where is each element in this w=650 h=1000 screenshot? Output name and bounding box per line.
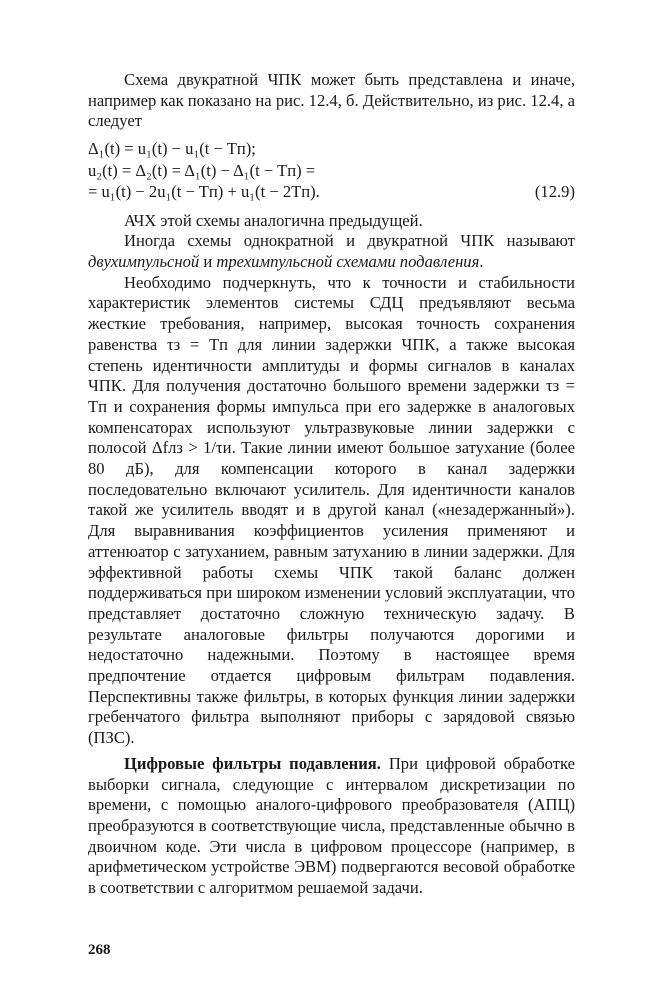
paragraph-frequency-response: АЧХ этой схемы аналогична предыдущей. <box>124 210 423 230</box>
paragraph-naming <box>88 231 575 272</box>
equation-number: (12.9) <box>534 182 575 202</box>
naming-text-mid: и <box>199 252 217 272</box>
digital-filters-text: При цифровой обработке выборки сигнала, следующие с интервалом дискретизации по времени, с помощью аналого-цифрового преобразователя (АПЦ) преобразуются в соответствующие числа, представленные обычно в двоичном коде. Эти числа в цифровом процессоре (например, в арифметическом устройстве ЭВМ) подвергаются весовой обработке в соответствии с алгоритмом решаемой задачи. <box>88 753 575 898</box>
body-text <box>88 70 575 899</box>
equation-line-1: Δ₁(t) = u₁(t) − u₁(t − Tп); <box>88 139 256 159</box>
page-number: 268 <box>88 942 111 958</box>
equation-line-2: u₂(t) = Δ₂(t) = Δ₁(t) − Δ₁(t − Tп) = <box>88 160 316 180</box>
equation-line-3: = u₁(t) − 2u₁(t − Tп) + u₁(t − 2Tп). <box>88 182 320 202</box>
paragraph-requirements: Необходимо подчеркнуть, что к точности и стабильности характеристик элементов системы СДЦ предъявляют весьма жесткие требования, например, высокая точность сохранения равенства τз = Tп для линии задержки ЧПК, а также высокая степень идентичности амплитуды и формы сигналов в каналах ЧПК. Для получения достаточно большого времени задержки τз = Tп и сохранения формы импульса при его задержке в аналоговых компенсаторах используют ультразвуковые линии задержки с полосой Δfлз > 1/τи. Такие линии имеют большое затухание (более 80 дБ), для компенсации которого в канал задержки последовательно включают усилитель. Для идентичности каналов такой же усилитель вводят и в другой канал («незадержанный»). Для выравнивания коэффициентов усиления применяют и аттенюатор с затуханием, равным затуханию в линии задержки. Для эффективной работы схемы ЧПК такой баланс должен поддерживаться при широком изменении условий эксплуатации, что представляет достаточно сложную техническую задачу. В результате аналоговые фильтры получаются дорогими и недостаточно надежными. Поэтому в настоящее время предпочтение отдается цифровым фильтрам подавления. Перспективны также фильтры, в которых функция линии задержки гребенчатого фильтра выполняют приборы с зарядовой связью (ПЗС). <box>88 272 575 748</box>
naming-text-end: . <box>479 252 484 272</box>
equation-12-9 <box>88 138 575 203</box>
naming-term-1: двухимпульсной <box>88 252 200 272</box>
section-heading-digital-filters: Цифровые фильтры подавления. <box>124 753 381 773</box>
naming-term-2: трехимпульсной схемами подавления <box>216 252 480 272</box>
paragraph-digital-filters <box>88 754 575 899</box>
paragraph-intro: Схема двукратной ЧПК может быть представлена и иначе, например как показано на рис. 12.4, б. Действительно, из рис. 12.4, а следует <box>88 70 575 131</box>
naming-text-start: Иногда схемы однократной и двукратной ЧПК называют <box>124 231 575 251</box>
